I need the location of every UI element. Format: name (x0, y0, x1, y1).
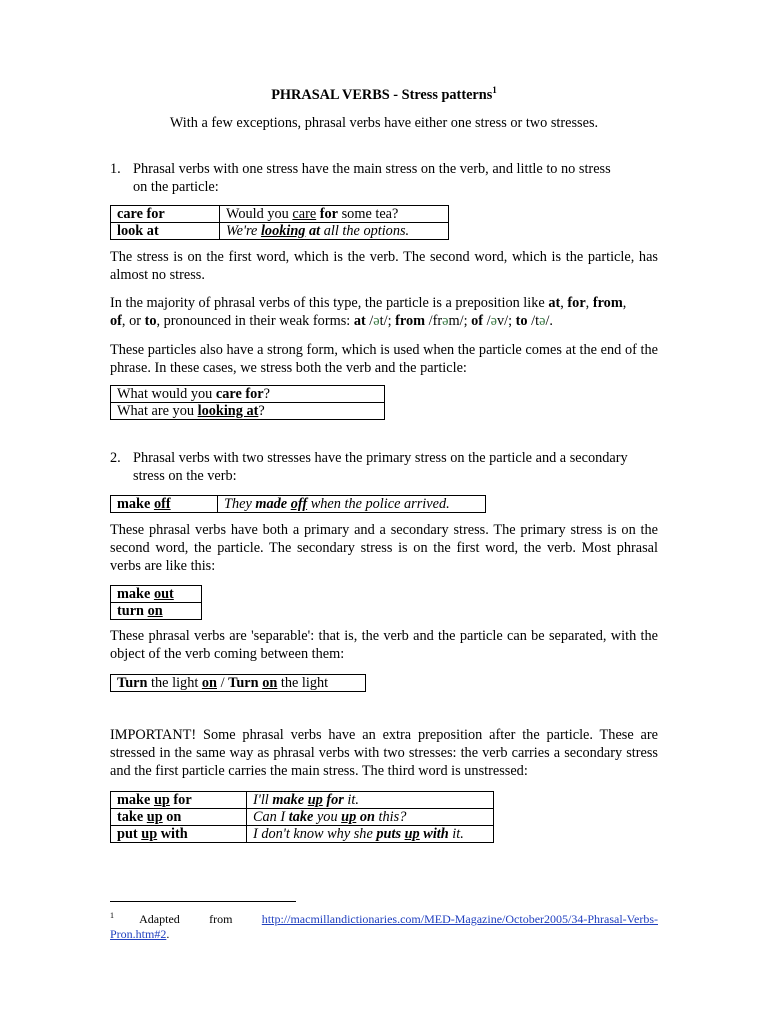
table-example: Would you care for some tea? (220, 206, 449, 223)
paragraph-important: IMPORTANT! Some phrasal verbs have an extra preposition after the particle. These are stressed in the same way as phrasal verbs with two stresses: the verb carries a secondary stress and the first particle carries the main stress. The third word is unstressed: (110, 727, 658, 779)
table-row (111, 496, 486, 513)
table-example: I don't know why she puts up with it. (247, 826, 494, 843)
table-example: They made off when the police arrived. (218, 496, 486, 513)
table-example: I'll make up for it. (247, 792, 494, 809)
footnote: $^1$ Adapted from http://macmillandictionaries.com/MED-Magazine/October2005/34-Phrasal-Verbs-Pron.htm#2. (110, 911, 659, 941)
paragraph: These phrasal verbs are 'separable': that is, the verb and the particle can be separated, with the object of the verb coming between them: (110, 628, 658, 662)
paragraph: These phrasal verbs have both a primary and a secondary stress. The primary stress is on the second word, the particle. The secondary stress is on the first word, the verb. Most phrasal verbs are like this: (110, 522, 658, 574)
table-strong-form (110, 385, 385, 420)
table-row (111, 223, 449, 240)
table-row (111, 826, 494, 843)
table-example: Can I take you up on this? (247, 809, 494, 826)
table-key: look at (111, 223, 220, 240)
table-example: We're looking at all the options. (220, 223, 449, 240)
table-row (111, 386, 385, 403)
table-two-stress (110, 495, 486, 513)
table-one-stress (110, 205, 449, 240)
table-key: take up on (111, 809, 247, 826)
table-row (111, 792, 494, 809)
section-text: Phrasal verbs with one stress have the main stress on the verb, and little to no stress on the particle: (133, 161, 611, 195)
footnote-number: 1 (110, 911, 114, 920)
table-example: Turn the light on / Turn on the light (111, 675, 366, 692)
table-examples-list (110, 585, 202, 620)
table-key: put up with (111, 826, 247, 843)
table-row (111, 675, 366, 692)
section-number: 2. (110, 450, 121, 466)
paragraph: In the majority of phrasal verbs of this type, the particle is a preposition like at, for, from, of, or to, pronounced in their weak forms: at /ət/; from /frəm/; of /əv/; to /tə/. (110, 295, 627, 329)
table-row (111, 603, 202, 620)
table-key: make out (111, 586, 202, 603)
footnote-separator (110, 901, 296, 902)
footnote-ref[interactable]: 1 (492, 85, 497, 96)
table-key: make off (111, 496, 218, 513)
page-title (110, 86, 658, 104)
footnote-link[interactable]: http://macmillandictionaries.com/MED-Magazine/October2005/34-Phrasal-Verbs-Pron.htm#2 (110, 912, 659, 941)
table-key: turn on (111, 603, 202, 620)
title-text: PHRASAL VERBS - Stress patterns (271, 87, 493, 103)
intro-text: With a few exceptions, phrasal verbs have either one stress or two stresses. (169, 115, 599, 131)
table-example: What are you looking at? (111, 403, 385, 420)
table-row (111, 403, 385, 420)
table-row (111, 809, 494, 826)
table-three-word (110, 791, 494, 843)
table-row (111, 586, 202, 603)
table-row (111, 206, 449, 223)
table-separable-example (110, 674, 366, 692)
table-key: make up for (111, 792, 247, 809)
table-example: What would you care for? (111, 386, 385, 403)
paragraph: The stress is on the first word, which is the verb. The second word, which is the particle, has almost no stress. (110, 249, 658, 283)
paragraph: These particles also have a strong form, which is used when the particle comes at the end of the phrase. In these cases, we stress both the verb and the particle: (110, 342, 658, 376)
table-key: care for (111, 206, 220, 223)
section-number: 1. (110, 161, 121, 177)
section-text: Phrasal verbs with two stresses have the primary stress on the particle and a secondary stress on the verb: (133, 450, 628, 484)
